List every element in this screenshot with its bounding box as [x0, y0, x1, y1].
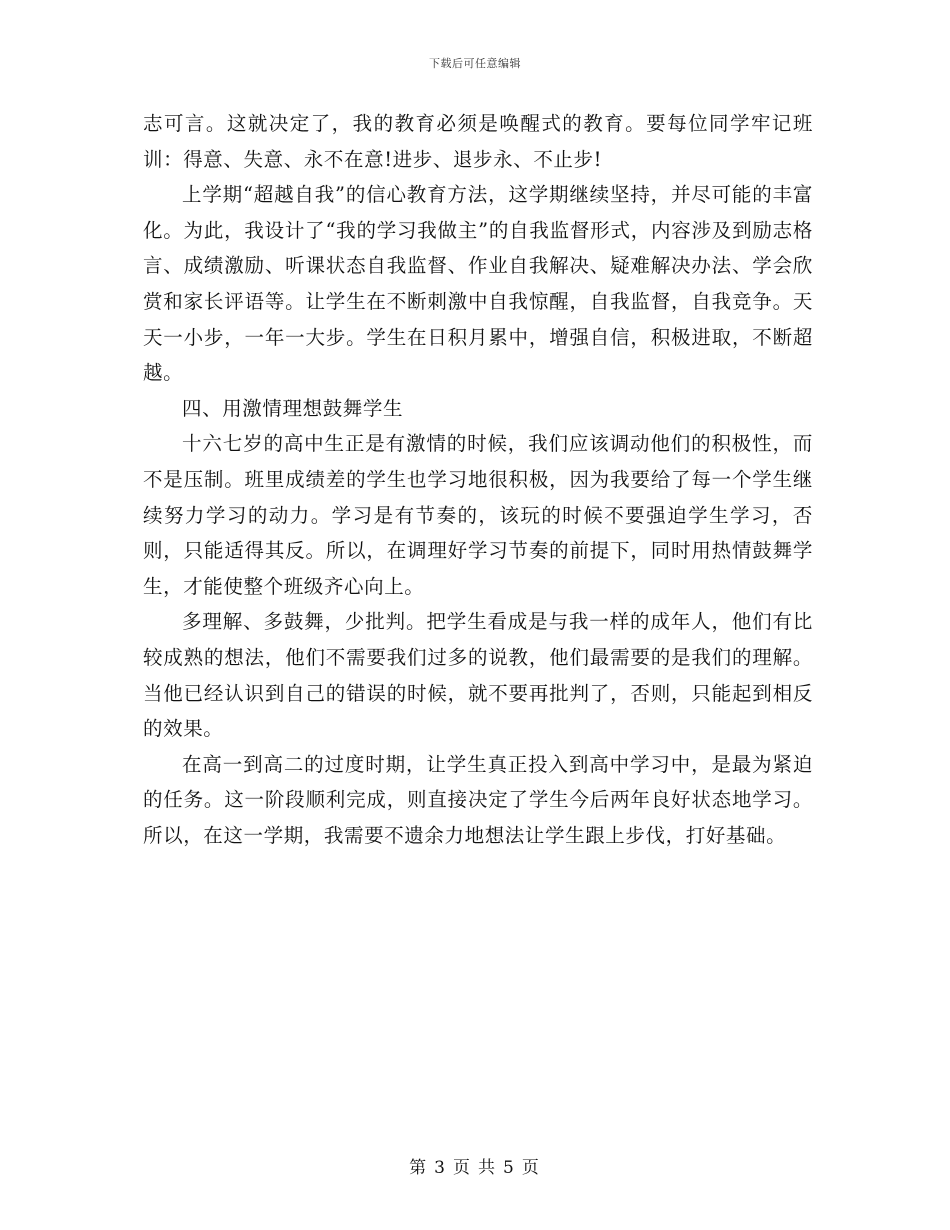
page-footer [0, 1153, 950, 1178]
total-page-count: 5 [503, 1158, 516, 1178]
paragraph-continued: 志可言。这就决定了，我的教育必须是唤醒式的教育。要每位同学牢记班训：得意、失意、永不在意!进步、退步永、不止步! [143, 112, 813, 171]
footer-total-word: 共 [478, 1158, 497, 1178]
paragraph: 多理解、多鼓舞，少批判。把学生看成是与我一样的成年人，他们有比较成熟的想法，他们不需要我们过多的说教，他们最需要的是我们的理解。当他已经认识到自己的错误的时候，就不要再批判了，否则，只能起到相反的效果。 [143, 610, 813, 741]
page-header-note: 下载后可任意编辑 [429, 57, 521, 70]
footer-page-word: 页 [453, 1158, 472, 1178]
current-page-number: 3 [434, 1158, 447, 1178]
document-body [143, 106, 813, 853]
footer-suffix: 页 [521, 1158, 541, 1178]
paragraph: 十六七岁的高中生正是有激情的时候，我们应该调动他们的积极性，而不是压制。班里成绩差的学生也学习地很积极，因为我要给了每一个学生继续努力学习的动力。学习是有节奏的，该玩的时候不要强迫学生学习，否则，只能适得其反。所以，在调理好学习节奏的前提下，同时用热情鼓舞学生，才能使整个班级齐心向上。 [143, 432, 813, 598]
footer-prefix: 第 [409, 1158, 429, 1178]
paragraph: 上学期“超越自我”的信心教育方法，这学期继续坚持，并尽可能的丰富化。为此，我设计了“我的学习我做主”的自我监督形式，内容涉及到励志格言、成绩激励、听课状态自我监督、作业自我解决、疑难解决办法、学会欣赏和家长评语等。让学生在不断刺激中自我惊醒，自我监督，自我竞争。天天一小步，一年一大步。学生在日积月累中，增强自信，积极进取，不断超越。 [143, 183, 813, 385]
paragraph: 在高一到高二的过度时期，让学生真正投入到高中学习中，是最为紧迫的任务。这一阶段顺利完成，则直接决定了学生今后两年良好状态地学习。所以，在这一学期，我需要不遗余力地想法让学生跟上步伐，打好基础。 [143, 752, 813, 847]
section-heading: 四、用激情理想鼓舞学生 [182, 396, 404, 420]
